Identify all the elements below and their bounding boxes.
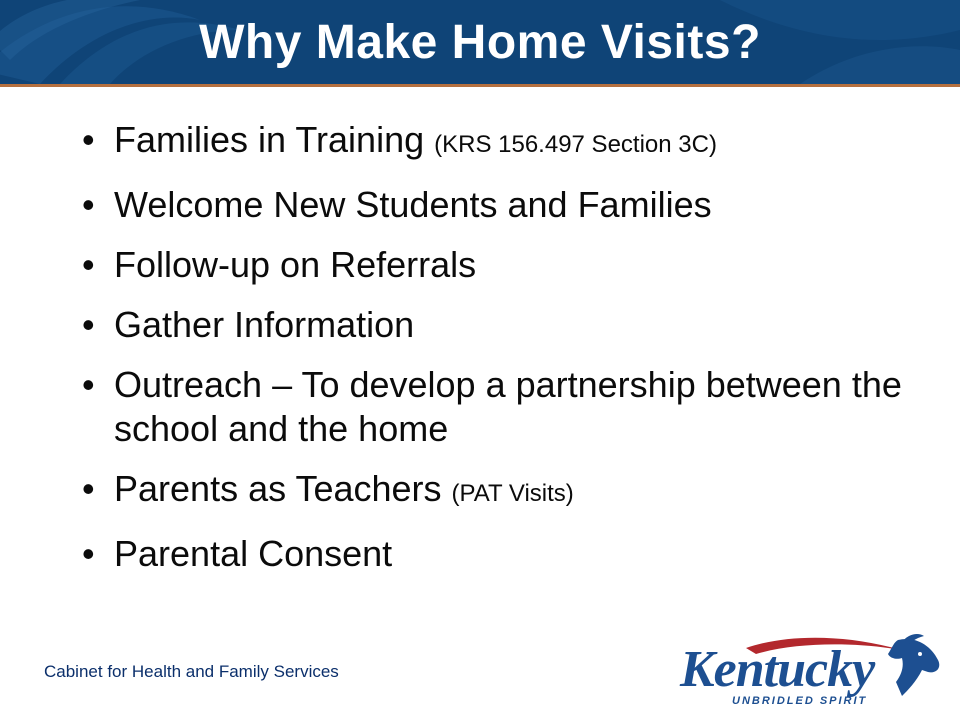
bullet-text: Outreach – To develop a partnership between the school and the home — [114, 364, 902, 449]
bullet-note: (PAT Visits) — [451, 480, 574, 507]
bullet-glyph: • — [82, 468, 95, 509]
bullet-list — [80, 118, 920, 592]
bullet-item — [80, 183, 920, 227]
bullet-glyph: • — [82, 533, 95, 574]
logo-tagline: UNBRIDLED SPIRIT — [732, 695, 868, 707]
bullet-text: Welcome New Students and Families — [114, 184, 712, 225]
bullet-glyph: • — [82, 244, 95, 285]
bullet-item — [80, 363, 920, 451]
slide-title: Why Make Home Visits? — [199, 16, 761, 69]
bullet-item — [80, 118, 920, 167]
footer-text: Cabinet for Health and Family Services — [44, 662, 339, 681]
bullet-glyph: • — [82, 364, 95, 405]
bullet-item — [80, 303, 920, 347]
bullet-text: Follow-up on Referrals — [114, 244, 477, 285]
kentucky-logo — [676, 630, 944, 710]
bullet-item — [80, 243, 920, 287]
bullet-item — [80, 467, 920, 516]
bullet-glyph: • — [82, 184, 95, 225]
horse-head-icon — [888, 634, 939, 696]
bullet-glyph: • — [82, 304, 95, 345]
bullet-text: Families in Training — [114, 119, 435, 160]
bullet-item — [80, 532, 920, 576]
bullet-note: (KRS 156.497 Section 3C) — [434, 131, 717, 158]
header-banner — [0, 0, 960, 84]
bullet-text: Parental Consent — [114, 533, 393, 574]
bullet-text: Parents as Teachers — [114, 468, 452, 509]
header-divider — [0, 84, 960, 87]
logo-wordmark: Kentucky — [680, 641, 875, 698]
bullet-glyph: • — [82, 119, 95, 160]
bullet-text: Gather Information — [114, 304, 415, 345]
